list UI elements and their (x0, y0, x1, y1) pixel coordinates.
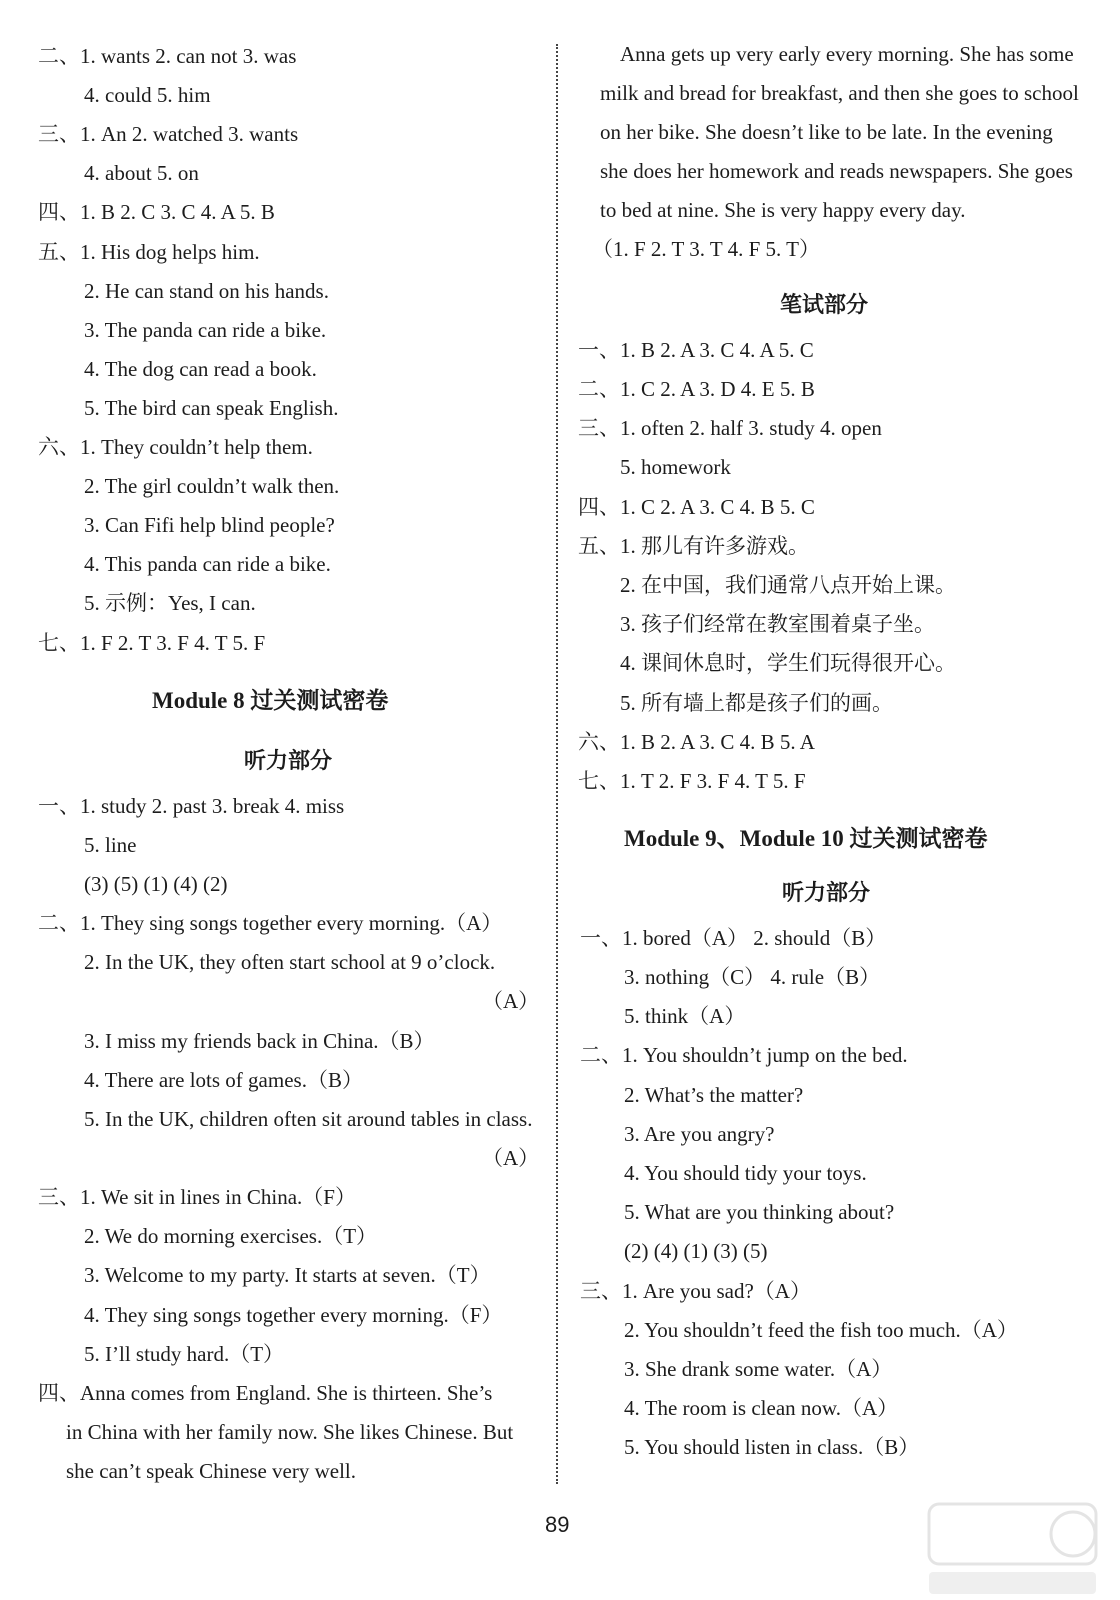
text-line: 3. I miss my friends back in China.（B） (84, 1029, 435, 1053)
text-line: 5. I’ll study hard.（T） (84, 1342, 285, 1366)
text-line: 4. They sing songs together every morning.（F） (84, 1303, 503, 1327)
text-line: 三、1. often 2. half 3. study 4. open (578, 416, 882, 440)
text-line: 4. could 5. him (84, 83, 211, 107)
text-line: 三、1. An 2. watched 3. wants (38, 122, 299, 146)
text-line: 一、1. B 2. A 3. C 4. A 5. C (578, 338, 814, 362)
text-line: 5. In the UK, children often sit around tables in class. (84, 1107, 533, 1131)
text-line: (2) (4) (1) (3) (5) (624, 1239, 768, 1263)
text-line: 4. You should tidy your toys. (624, 1161, 867, 1185)
text-line: 七、1. T 2. F 3. F 4. T 5. F (578, 769, 806, 793)
text-line: 4. The dog can read a book. (84, 357, 317, 381)
text-line: Anna gets up very early every morning. She has some (620, 42, 1074, 66)
text-line: 六、1. They couldn’t help them. (38, 435, 313, 459)
text-line: 四、1. B 2. C 3. C 4. A 5. B (38, 200, 275, 224)
text-line: 2. We do morning exercises.（T） (84, 1224, 378, 1248)
section-heading: 听力部分 (244, 748, 333, 773)
text-line: 5. line (84, 833, 137, 857)
watermark-logo-icon (925, 1498, 1100, 1598)
text-line: 二、1. You shouldn’t jump on the bed. (580, 1043, 908, 1067)
text-line: 一、1. study 2. past 3. break 4. miss (38, 794, 345, 818)
text-line: 3. Can Fifi help blind people? (84, 513, 335, 537)
text-line: 2. 在中国，我们通常八点开始上课。 (620, 573, 956, 597)
text-line: 5. homework (620, 455, 731, 479)
text-line: 六、1. B 2. A 3. C 4. B 5. A (578, 730, 815, 754)
text-line: 三、1. We sit in lines in China.（F） (38, 1185, 356, 1209)
text-line: 五、1. His dog helps him. (38, 240, 260, 264)
section-title: Module 8 过关测试密卷 (152, 688, 389, 713)
text-line: 3. Are you angry? (624, 1122, 775, 1146)
text-line: (3) (5) (1) (4) (2) (84, 872, 228, 896)
text-line: （1. F 2. T 3. T 4. F 5. T） (592, 237, 820, 261)
text-line: 一、1. bored（A） 2. should（B） (580, 926, 887, 950)
page-number: 89 (545, 1512, 570, 1537)
text-line: 4. The room is clean now.（A） (624, 1396, 899, 1420)
section-heading: 笔试部分 (780, 292, 869, 317)
text-line: 5. What are you thinking about? (624, 1200, 895, 1224)
text-line: 2. In the UK, they often start school at 9 o’clock. (84, 950, 496, 974)
text-line: 二、1. They sing songs together every morning.（A） (38, 911, 503, 935)
text-line: 2. What’s the matter? (624, 1083, 804, 1107)
text-line: 5. The bird can speak English. (84, 396, 339, 420)
text-line: 三、1. Are you sad?（A） (580, 1279, 811, 1303)
text-line: 3. nothing（C） 4. rule（B） (624, 965, 881, 989)
text-line: 二、1. C 2. A 3. D 4. E 5. B (578, 377, 815, 401)
text-line: 四、Anna comes from England. She is thirteen. She’s (38, 1381, 493, 1405)
text-line: 二、1. wants 2. can not 3. was (38, 44, 297, 68)
column-divider (556, 44, 558, 1484)
text-line: 4. This panda can ride a bike. (84, 552, 331, 576)
text-line: 七、1. F 2. T 3. F 4. T 5. F (38, 631, 266, 655)
text-line: milk and bread for breakfast, and then she goes to school (600, 81, 1079, 105)
text-line: 4. about 5. on (84, 161, 199, 185)
text-line: 5. 所有墙上都是孩子们的画。 (620, 691, 893, 715)
section-title: Module 9、Module 10 过关测试密卷 (624, 826, 988, 851)
text-line: 5. 示例：Yes, I can. (84, 591, 256, 615)
text-line: 5. You should listen in class.（B） (624, 1435, 920, 1459)
text-line: 5. think（A） (624, 1004, 746, 1028)
text-line: 2. You shouldn’t feed the fish too much.（A） (624, 1318, 1018, 1342)
text-line: 四、1. C 2. A 3. C 4. B 5. C (578, 495, 815, 519)
text-line: in China with her family now. She likes Chinese. But (66, 1420, 514, 1444)
text-line: 4. 课间休息时，学生们玩得很开心。 (620, 651, 956, 675)
text-line: 3. She drank some water.（A） (624, 1357, 893, 1381)
text-line: on her bike. She doesn’t like to be late. In the evening (600, 120, 1053, 144)
text-line: 3. Welcome to my party. It starts at seven.（T） (84, 1263, 491, 1287)
text-line: 2. The girl couldn’t walk then. (84, 474, 340, 498)
section-heading: 听力部分 (782, 880, 871, 905)
text-line: 4. There are lots of games.（B） (84, 1068, 363, 1092)
text-line: to bed at nine. She is very happy every day. (600, 198, 966, 222)
text-line: （A） (482, 989, 540, 1013)
text-line: 五、1. 那儿有许多游戏。 (578, 534, 809, 558)
text-line: 2. He can stand on his hands. (84, 279, 329, 303)
text-line: she does her homework and reads newspapers. She goes (600, 159, 1073, 183)
text-line: （A） (482, 1146, 540, 1170)
text-line: 3. 孩子们经常在教室围着桌子坐。 (620, 612, 935, 636)
text-line: she can’t speak Chinese very well. (66, 1459, 357, 1483)
text-line: 3. The panda can ride a bike. (84, 318, 327, 342)
